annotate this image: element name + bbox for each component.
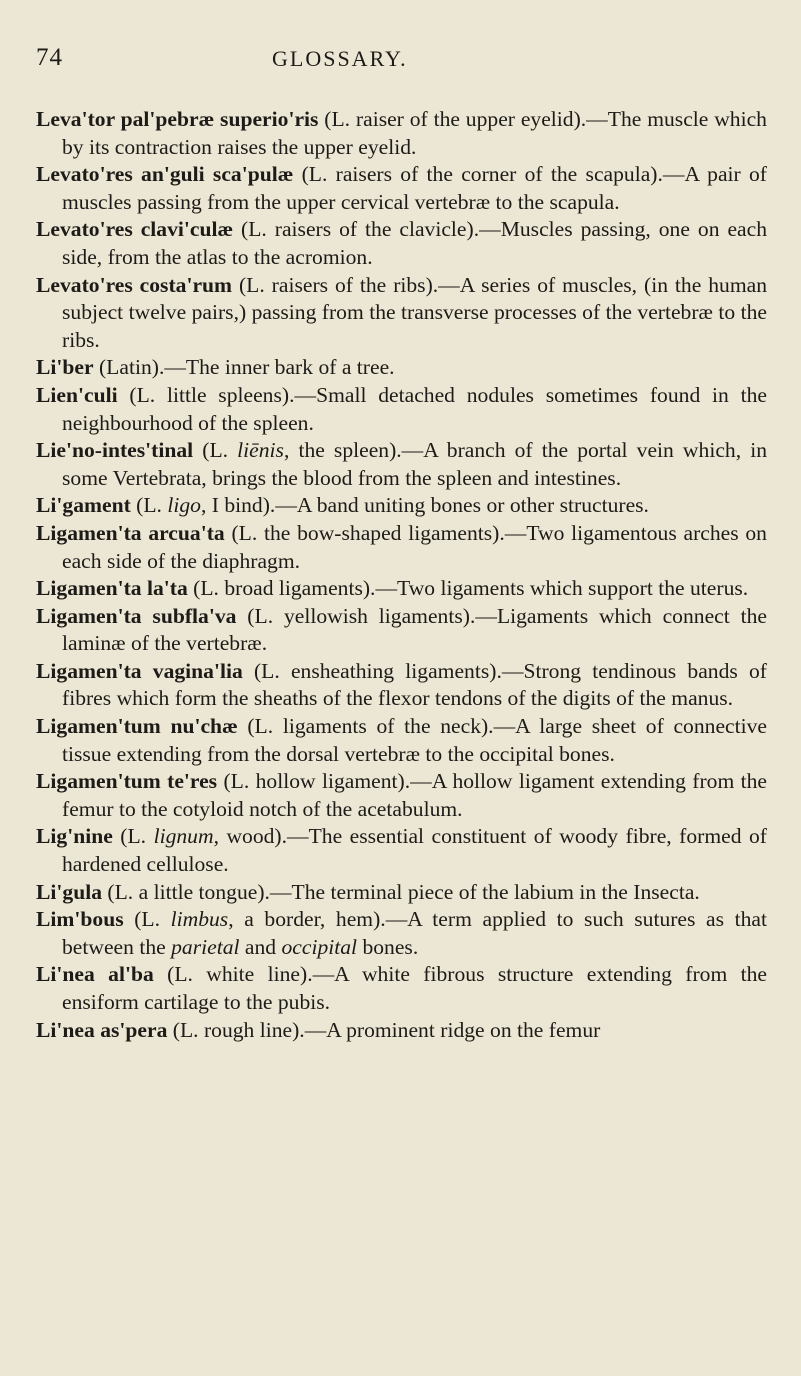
glossary-entry xyxy=(36,768,767,823)
entry-etymon: ligo xyxy=(167,493,201,518)
entry-term-parietal: parietal xyxy=(171,934,240,959)
entry-definition-cont: , a border, hem).—A term applied to such sutures as that between the xyxy=(62,907,768,959)
glossary-entry xyxy=(36,492,767,520)
entry-headword: Lim'bous xyxy=(36,907,124,932)
entry-definition-cont: , the spleen).—A branch of the portal vein which, in some Vertebrata, brings the blood from the spleen and intestines. xyxy=(62,438,768,490)
entry-definition-cont: , wood).—The essential constituent of woody fibre, formed of hardened cellulose. xyxy=(62,824,767,877)
glossary-entry xyxy=(36,879,767,907)
entry-etymon: lignum xyxy=(153,824,214,849)
glossary-entry xyxy=(36,272,767,355)
entry-definition: (L. a little tongue).—The terminal piece of the labium in the Insecta. xyxy=(102,879,700,904)
entry-headword: Li'ber xyxy=(36,355,94,380)
entry-definition: (L. hollow ligament).—A hollow ligament extending from the femur to the cotyloid notch of the acetabulum. xyxy=(62,769,767,821)
entry-definition: (L. ligaments of the neck).—A large sheet of connective tissue extending from the dorsal vertebræ to the occipital bones. xyxy=(62,714,767,766)
entry-definition: (L. yellowish ligaments).—Ligaments which connect the laminæ of the vertebræ. xyxy=(62,603,767,656)
glossary-entry xyxy=(36,906,767,961)
entry-definition: (L. broad ligaments).—Two ligaments which support the uterus. xyxy=(187,576,749,601)
glossary-entry xyxy=(36,658,767,713)
entry-headword: Levato'res an'guli sca'pulæ xyxy=(36,162,294,187)
entry-etymon: liēnis xyxy=(237,438,284,463)
glossary-entry xyxy=(36,106,767,161)
entry-definition: (L. raiser of the upper eyelid).—The muscle which by its contraction raises the upper eyelid. xyxy=(62,107,767,159)
glossary-entry xyxy=(36,1017,767,1045)
entry-definition: (L. xyxy=(193,438,238,463)
glossary-entries xyxy=(36,106,767,1044)
page-number: 74 xyxy=(36,44,63,71)
entry-definition: (Latin).—The inner bark of a tree. xyxy=(93,355,395,380)
entry-headword: Ligamen'tum te'res xyxy=(36,769,218,794)
entry-definition: (L. raisers of the corner of the scapula).—A pair of muscles passing from the upper cervical vertebræ to the scapula. xyxy=(62,162,767,214)
entry-definition: (L. xyxy=(112,824,154,849)
entry-definition: (L. raisers of the ribs).—A series of muscles, (in the human subject twelve pairs,) passing from the transverse processes of the vertebræ to the ribs. xyxy=(62,272,767,352)
glossary-entry xyxy=(36,575,767,603)
glossary-entry xyxy=(36,437,767,492)
glossary-entry xyxy=(36,382,767,437)
entry-headword: Ligamen'ta arcua'ta xyxy=(36,520,225,545)
entry-definition-cont: , I bind).—A band uniting bones or other structures. xyxy=(200,493,649,518)
entry-definition: (L. ensheathing ligaments).—Strong tendinous bands of fibres which form the sheaths of the flexor tendons of the digits of the manus. xyxy=(62,658,767,711)
entry-headword: Ligamen'ta subfla'va xyxy=(36,603,237,628)
entry-headword: Ligamen'ta vagina'lia xyxy=(36,658,243,683)
entry-definition: (L. xyxy=(130,493,168,518)
entry-definition-cont: and xyxy=(239,934,282,959)
entry-definition: (L. the bow-shaped ligaments).—Two ligamentous arches on each side of the diaphragm. xyxy=(62,520,767,573)
entry-definition: (L. little spleens).—Small detached nodules sometimes found in the neighbourhood of the spleen. xyxy=(62,382,767,435)
glossary-entry xyxy=(36,520,767,575)
entry-headword: Levato'res clavi'culæ xyxy=(36,217,234,242)
entry-headword: Levato'res costa'rum xyxy=(36,272,233,297)
glossary-entry xyxy=(36,713,767,768)
entry-term-occipital: occipital xyxy=(281,934,358,959)
entry-headword: Leva'tor pal'pebræ superio'ris xyxy=(36,107,319,131)
entry-definition: (L. xyxy=(123,907,171,932)
entry-headword: Li'gament xyxy=(36,493,131,518)
entry-headword: Lien'culi xyxy=(36,382,118,407)
entry-headword: Ligamen'tum nu'chæ xyxy=(36,714,238,739)
entry-etymon: limbus xyxy=(170,907,229,932)
entry-definition: (L. white line).—A white fibrous structure extending from the ensiform cartilage to the pubis. xyxy=(62,962,767,1014)
glossary-entry xyxy=(36,603,767,658)
entry-definition-cont: bones. xyxy=(357,934,419,959)
glossary-entry xyxy=(36,161,767,216)
entry-definition: (L. rough line).—A prominent ridge on the femur xyxy=(167,1017,601,1042)
entry-definition: (L. raisers of the clavicle).—Muscles passing, one on each side, from the atlas to the acromion. xyxy=(62,217,767,269)
running-title: GLOSSARY. xyxy=(272,46,408,71)
glossary-entry xyxy=(36,216,767,271)
entry-headword: Lig'nine xyxy=(36,824,113,849)
entry-headword: Li'nea al'ba xyxy=(36,962,154,987)
glossary-entry xyxy=(36,823,767,878)
running-head xyxy=(36,30,767,70)
entry-headword: Li'gula xyxy=(36,879,103,904)
glossary-entry xyxy=(36,961,767,1016)
entry-headword: Ligamen'ta la'ta xyxy=(36,576,188,601)
glossary-entry xyxy=(36,354,767,382)
entry-headword: Lie'no-intes'tinal xyxy=(36,438,194,463)
entry-headword: Li'nea as'pera xyxy=(36,1017,168,1042)
